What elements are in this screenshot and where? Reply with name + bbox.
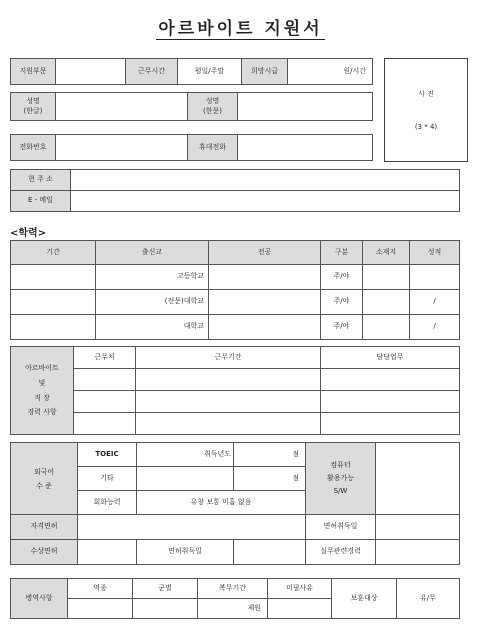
career-period[interactable]: [136, 413, 321, 435]
other-lang-input[interactable]: [137, 467, 234, 491]
table-row: [11, 265, 460, 290]
edu-grade[interactable]: /: [410, 315, 460, 340]
conversation-label: 회화능력: [78, 491, 137, 515]
email-input[interactable]: [71, 191, 460, 212]
table-row: [11, 290, 460, 315]
license-input[interactable]: [78, 515, 306, 540]
table-row: [11, 391, 460, 413]
military-end-label[interactable]: 제원: [198, 599, 268, 619]
name-hanja-input[interactable]: [238, 93, 373, 121]
career-duty[interactable]: [321, 369, 460, 391]
military-period-label: 복무기간: [198, 579, 268, 599]
mobile-input[interactable]: [238, 135, 373, 161]
practical-label: 실무관련경력: [306, 540, 376, 565]
edu-major[interactable]: [209, 290, 321, 315]
name-ko-input[interactable]: [56, 93, 188, 121]
career-place[interactable]: [74, 369, 136, 391]
computer-input[interactable]: [376, 443, 460, 515]
license-date-input[interactable]: [376, 515, 460, 540]
edu-school[interactable]: 대학교: [96, 315, 209, 340]
edu-type[interactable]: 주/야: [321, 290, 363, 315]
military-label: 병역사항: [11, 579, 68, 619]
wage-label: 희망시급: [242, 59, 288, 85]
military-branch-label: 역종: [68, 579, 133, 599]
military-exempt-label: 미필사유: [268, 579, 332, 599]
edu-location[interactable]: [363, 290, 410, 315]
edu-header-type: 구분: [321, 241, 363, 265]
award-input[interactable]: [78, 540, 137, 565]
education-heading: <학력>: [10, 228, 47, 239]
career-place[interactable]: [74, 391, 136, 413]
table-row: [11, 315, 460, 340]
edu-header-grade: 성적: [410, 241, 460, 265]
practical-input[interactable]: [376, 540, 460, 565]
other-lang-label: 기타: [78, 467, 137, 491]
military-rank-label: 군별: [133, 579, 198, 599]
email-label: E - 메일: [11, 191, 71, 212]
edu-header-period: 기간: [11, 241, 96, 265]
award-date-label: 면허취득일: [137, 540, 234, 565]
award-date-input[interactable]: [234, 540, 306, 565]
conversation-levels[interactable]: 유창 보통 미흡 없음: [137, 491, 306, 515]
edu-school[interactable]: (전문)대학교: [96, 290, 209, 315]
edu-location[interactable]: [363, 265, 410, 290]
career-duty[interactable]: [321, 391, 460, 413]
toeic-year-label: 취득년도: [137, 443, 234, 467]
veteran-yesno[interactable]: 유/무: [397, 579, 460, 619]
phone-label: 전화번호: [11, 135, 56, 161]
veteran-label: 보훈대상: [332, 579, 397, 619]
skills-table: [10, 442, 460, 565]
basic-info-table: [10, 58, 373, 85]
career-table: [10, 346, 460, 435]
edu-type[interactable]: 주/야: [321, 265, 363, 290]
edu-grade[interactable]: /: [410, 290, 460, 315]
field-input[interactable]: [56, 59, 126, 85]
edu-period[interactable]: [11, 315, 96, 340]
page-title: 아르바이트 지원서: [158, 19, 323, 39]
education-table: [10, 240, 460, 340]
career-header-period: 근무기간: [136, 347, 321, 369]
license-label: 자격면허: [11, 515, 78, 540]
photo-box[interactable]: [384, 58, 468, 162]
worktime-value[interactable]: 평일/주말: [178, 59, 242, 85]
wage-unit[interactable]: 원/시간: [288, 59, 373, 85]
language-label: 외국어 수 준: [11, 443, 78, 515]
edu-major[interactable]: [209, 265, 321, 290]
address-table: [10, 169, 460, 212]
phone-input[interactable]: [56, 135, 188, 161]
computer-label: 컴퓨터 활용가능 S/W: [306, 443, 376, 515]
career-place[interactable]: [74, 413, 136, 435]
career-period[interactable]: [136, 391, 321, 413]
other-point-label[interactable]: 점: [234, 467, 306, 491]
photo-label: 사 진: [418, 90, 434, 98]
career-period[interactable]: [136, 369, 321, 391]
field-label: 지원부문: [11, 59, 56, 85]
edu-grade[interactable]: [410, 265, 460, 290]
edu-header-school: 출신교: [96, 241, 209, 265]
award-label: 수상면허: [11, 540, 78, 565]
table-row: [11, 413, 460, 435]
edu-school[interactable]: 고등학교: [96, 265, 209, 290]
phone-table: [10, 134, 373, 161]
table-row: [11, 369, 460, 391]
military-rank-input[interactable]: [133, 599, 198, 619]
worktime-label: 근무시간: [126, 59, 178, 85]
career-header-place: 근무처: [74, 347, 136, 369]
edu-period[interactable]: [11, 290, 96, 315]
address-input[interactable]: [71, 170, 460, 191]
edu-type[interactable]: 주/야: [321, 315, 363, 340]
edu-header-location: 소재지: [363, 241, 410, 265]
photo-size: (3 * 4): [414, 123, 438, 131]
address-label: 현 주 소: [11, 170, 71, 191]
military-exempt-input[interactable]: [268, 599, 332, 619]
career-label: 아르바이트 및 직 장 경력 사항: [11, 347, 74, 435]
military-branch-input[interactable]: [68, 599, 133, 619]
military-table: [10, 578, 460, 619]
career-header-duty: 담당업무: [321, 347, 460, 369]
license-date-label: 면허취득일: [306, 515, 376, 540]
toeic-label: TOEIC: [78, 443, 137, 467]
name-hanja-label: 성명 (한문): [188, 93, 238, 121]
edu-location[interactable]: [363, 315, 410, 340]
edu-period[interactable]: [11, 265, 96, 290]
name-ko-label: 성명 (한글): [11, 93, 56, 121]
mobile-label: 휴대전화: [188, 135, 238, 161]
career-duty[interactable]: [321, 413, 460, 435]
name-table: [10, 92, 373, 121]
edu-header-major: 전공: [209, 241, 321, 265]
edu-major[interactable]: [209, 315, 321, 340]
toeic-point-label[interactable]: 점: [234, 443, 306, 467]
